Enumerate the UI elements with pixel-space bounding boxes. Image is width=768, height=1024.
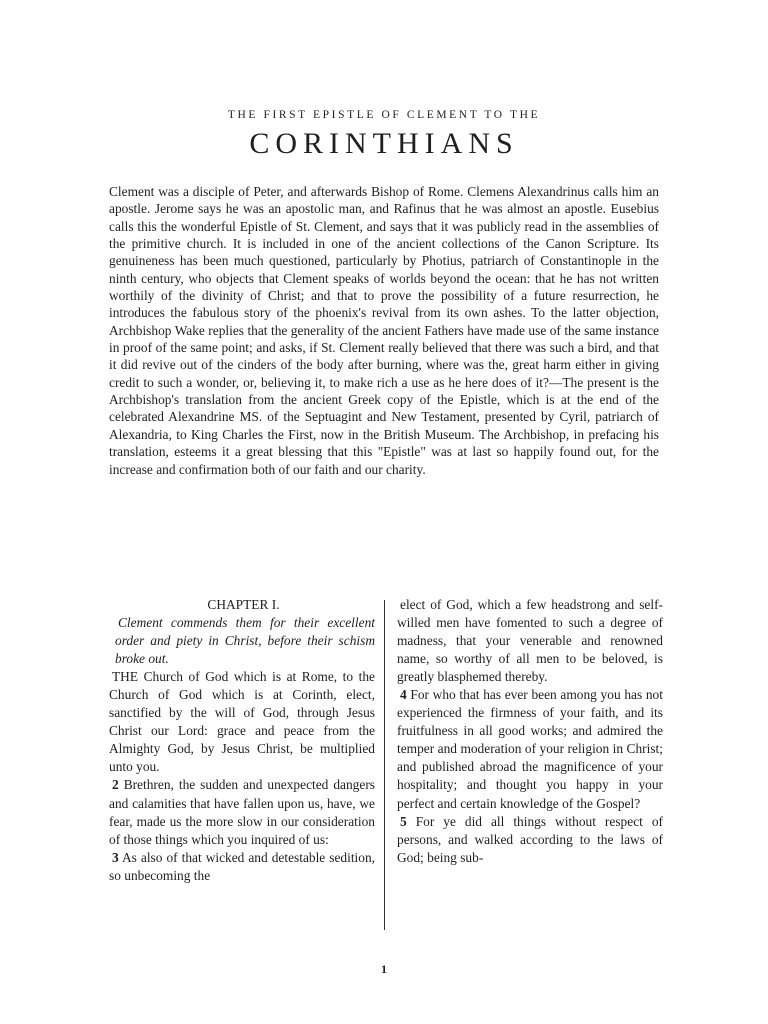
verse-4 (397, 686, 663, 812)
introduction-paragraph: Clement was a disciple of Peter, and afterwards Bishop of Rome. Clemens Alexandrinus calls him an apostle. Jerome says he was an apostolic man, and Rafinus that he was almost an apostle. Eusebius calls this the wonderful Epistle of St. Clement, and says that it was publicly read in the assemblies of the primitive church. It is included in one of the ancient collections of the Canon Scripture. Its genuineness has been much questioned, particularly by Photius, patriarch of Constantinople in the ninth century, who objects that Clement speaks of worlds beyond the ocean: that he has not written worthily of the divinity of Christ; and that to prove the possibility of a future resurrection, he introduces the fabulous story of the phoenix's revival from its own ashes. To the latter objection, Archbishop Wake replies that the generality of the ancient Fathers have made use of the same instance in proof of the same point; and asks, if St. Clement really believed that there was such a bird, and that it did revive out of the cinders of the body after burning, where was the, great harm either in giving credit to such a wonder, or, believing it, to make rich a use as he here does of it?—The present is the Archbishop's translation from the ancient Greek copy of the Epistle, which is at the end of the celebrated Alexandrine MS. of the Septuagint and New Testament, presented by Cyril, patriarch of Alexandria, to King Charles the First, now in the British Museum. The Archbishop, in prefacing his translation, esteems it a great blessing that this "Epistle" was at last so happily found out, for the increase and confirmation both of our faith and our charity. (109, 184, 659, 477)
verse-text: For ye did all things without respect of persons, and walked according to the laws of God; being sub- (397, 813, 663, 865)
verse-number: 3 (112, 849, 119, 865)
chapter-heading: CHAPTER I. (207, 597, 280, 612)
epistle-kicker: THE FIRST EPISTLE OF CLEMENT TO THE (227, 109, 541, 121)
verse-number: 2 (112, 777, 119, 793)
right-column (397, 596, 663, 867)
verse-number: 5 (400, 813, 407, 829)
verse-2 (109, 776, 375, 848)
introduction (109, 183, 659, 478)
verse-text: For who that has ever been among you has not experienced the firmness of your faith, and its fruitfulness in all good works; and admired the temper and moderation of your religion in Christ; and published abroad the magnificence of your hospitality; and thought you happy in your perfect and certain knowledge of the Gospel? (397, 687, 663, 811)
verse-text: Brethren, the sudden and unexpected dangers and calamities that have fallen upon us, have, we fear, made us the more slow in our consideration of those things which you inquired of us: (109, 777, 375, 847)
verse-number: 4 (400, 687, 407, 703)
column-divider (384, 600, 385, 930)
page-title: CORINTHIANS (249, 127, 519, 160)
left-column (109, 596, 375, 885)
verse-text: As also of that wicked and detestable sedition, so unbecoming the (109, 849, 375, 883)
verse-3-continued: elect of God, which a few headstrong and self-willed men have fomented to such a degree of madness, that your venerable and renowned name, so worthy of all men to be beloved, is greatly blasphemed thereby. (397, 597, 663, 685)
chapter-summary: Clement commends them for their excellent order and piety in Christ, before their schism broke out. (115, 615, 375, 667)
verse-3 (109, 849, 375, 885)
page-number: 1 (381, 962, 387, 976)
verse-text: THE Church of God which is at Rome, to the Church of God which is at Corinth, elect, sanctified by the will of God, through Jesus Christ our Lord: grace and peace from the Almighty God, by Jesus Christ, be multiplied unto you. (109, 669, 375, 775)
verse-1 (109, 668, 375, 776)
verse-5 (397, 813, 663, 867)
